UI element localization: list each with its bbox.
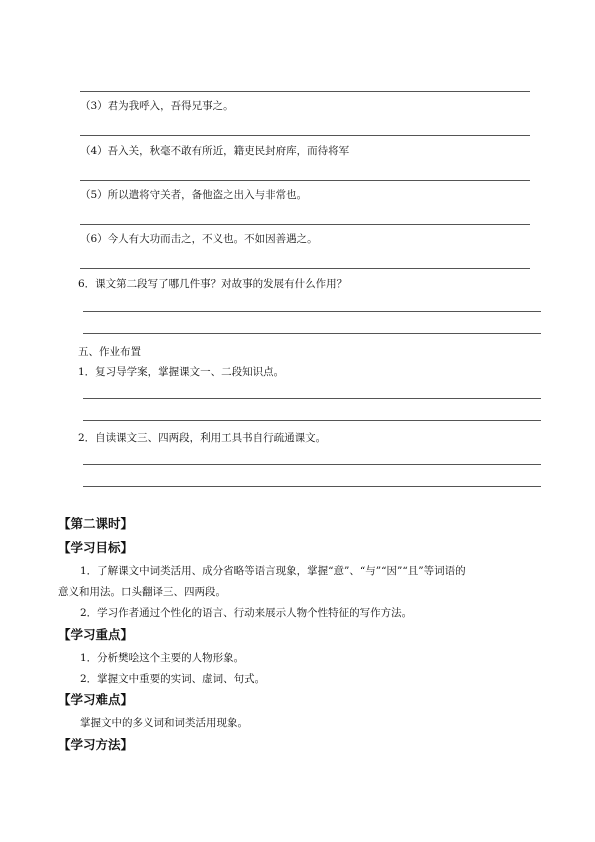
homework-title: 五、作业布置 xyxy=(78,346,141,358)
objective-1-line-1: 1．了解课文中词类活用、成分省略等语言现象，掌握“意”、“与”“因”“且”等词语的 xyxy=(80,565,466,577)
key-point-1: 1．分析樊哙这个主要的人物形象。 xyxy=(80,652,245,664)
objective-1-line-2: 意义和用法。口头翻译三、四两段。 xyxy=(58,586,226,598)
translation-item-5: （5）所以遣将守关者，备他盗之出入与非常也。 xyxy=(80,189,308,201)
answer-line xyxy=(83,398,541,399)
answer-line xyxy=(80,268,530,269)
answer-line xyxy=(80,91,530,92)
answer-line xyxy=(80,135,530,136)
objective-2: 2．学习作者通过个性化的语言、行动来展示人物个性特征的写作方法。 xyxy=(80,607,413,619)
key-points-heading: 【学习重点】 xyxy=(58,627,134,642)
answer-line xyxy=(83,333,541,334)
translation-item-3: （3）君为我呼入，吾得兄事之。 xyxy=(80,100,234,112)
answer-line xyxy=(80,180,530,181)
answer-line xyxy=(83,420,541,421)
method-heading: 【学习方法】 xyxy=(58,737,134,752)
homework-item-1: 1．复习导学案，掌握课文一、二段知识点。 xyxy=(78,366,285,378)
difficulty-text: 掌握文中的多义词和词类活用现象。 xyxy=(80,717,248,729)
answer-line xyxy=(83,486,541,487)
question-6: 6．课文第二段写了哪几件事？对故事的发展有什么作用？ xyxy=(78,278,348,290)
homework-item-2: 2．自读课文三、四两段，利用工具书自行疏通课文。 xyxy=(78,432,327,444)
translation-item-4: （4）吾入关，秋毫不敢有所近，籍吏民封府库，而待将军 xyxy=(80,145,350,157)
answer-line xyxy=(83,311,541,312)
answer-line xyxy=(83,464,541,465)
objectives-heading: 【学习目标】 xyxy=(58,540,134,555)
lesson2-heading: 【第二课时】 xyxy=(58,516,134,531)
key-point-2: 2．掌握文中重要的实词、虚词、句式。 xyxy=(80,673,266,685)
translation-item-6: （6）今人有大功而击之，不义也。不如因善遇之。 xyxy=(80,233,318,245)
difficulty-heading: 【学习难点】 xyxy=(58,692,134,707)
answer-line xyxy=(80,224,530,225)
